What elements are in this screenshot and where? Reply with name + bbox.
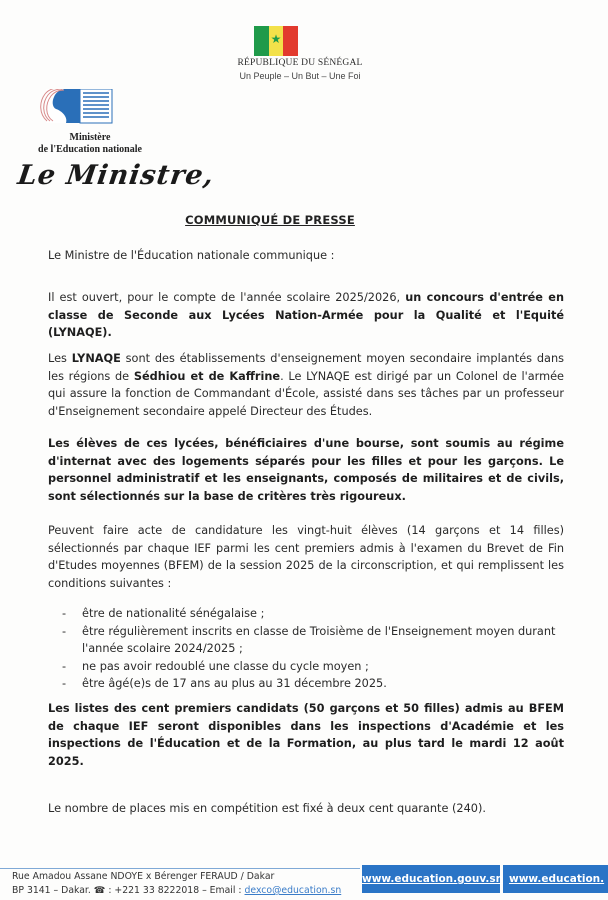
boarding-paragraph bbox=[48, 435, 564, 505]
lists-paragraph bbox=[48, 700, 564, 770]
boarding-text: Les élèves de ces lycées, bénéficiaires d'une bourse, sont soumis au régime d'internat avec des logements séparés pour les filles et pour les garçons. Le personnel administratif et les enseignants, composés de militaires et de civils, sont sélectionnés sur la base de critères très rigoureux. bbox=[48, 437, 564, 503]
conditions-list bbox=[62, 605, 562, 693]
footer-divider bbox=[0, 868, 360, 869]
email-link[interactable]: dexco@education.sn bbox=[244, 885, 342, 896]
flag-red-band bbox=[283, 26, 298, 56]
eligibility-paragraph: Peuvent faire acte de candidature les vingt-huit élèves (14 garçons et 14 filles) sélectionnés par chaque IEF parmi les cent premiers admis à l'examen du Brevet de Fin d'Etudes moyennes (BFEM) de la session 2025 de la circonscription, et qui remplissent les conditions suivantes : bbox=[48, 524, 564, 590]
signature-title: Le Ministre, bbox=[15, 160, 217, 191]
text-run: sont des établissements d'enseignement moyen secondaire implantés dans les régions de bbox=[48, 352, 564, 383]
announcement-text: Il est ouvert, pour le compte de l'année scolaire 2025/2026, bbox=[48, 291, 406, 304]
national-motto: Un Peuple – Un But – Une Foi bbox=[239, 71, 361, 81]
flag-green-band bbox=[254, 26, 269, 56]
address-line-2 bbox=[12, 884, 341, 898]
announcement-paragraph bbox=[48, 289, 564, 342]
lynaqe-bold: LYNAQE bbox=[71, 352, 121, 365]
ministry-line-1: Ministère bbox=[69, 132, 111, 143]
contact-text: BP 3141 – Dakar. ☎ : +221 33 8222018 – Email : bbox=[12, 885, 245, 896]
ministry-logo-icon bbox=[38, 89, 114, 125]
intro-paragraph: Le Ministre de l'Éducation nationale communique : bbox=[48, 249, 335, 262]
website-link-secondary[interactable]: www.education. bbox=[503, 865, 608, 893]
condition-item: - ne pas avoir redoublé une classe du cycle moyen ; bbox=[62, 658, 562, 676]
ministry-name bbox=[20, 132, 160, 156]
lists-text: Les listes des cent premiers candidats (50 garçons et 50 filles) admis au BFEM de chaque IEF seront disponibles dans les inspections d'Académie et les inspections de l'Éducation et de la Formation, au plus tard le mardi 12 août 2025. bbox=[48, 702, 564, 768]
text-run: Les bbox=[48, 352, 72, 365]
condition-item: - être âgé(e)s de 17 ans au plus au 31 décembre 2025. bbox=[62, 675, 562, 693]
text-run: . Le LYNAQE est dirigé par un Colonel de l'armée qui assure la fonction de Commandant d'École, assisté dans ses tâches par un professeur d'Enseignement secondaire appelé Directeur des Études. bbox=[48, 369, 565, 418]
lynaqe-description-paragraph bbox=[48, 350, 564, 420]
page-title: COMMUNIQUÉ DE PRESSE bbox=[185, 213, 355, 227]
regions-bold: Sédhiou et de Kaffrine bbox=[133, 369, 281, 383]
flag-yellow-band bbox=[269, 26, 284, 56]
ministry-line-2: de l'Education nationale bbox=[38, 144, 142, 155]
country-name: RÉPUBLIQUE DU SÉNÉGAL bbox=[237, 58, 363, 68]
condition-item: - être régulièrement inscrits en classe de Troisième de l'Enseignement moyen durant l'année scolaire 2024/2025 ; bbox=[62, 623, 562, 658]
website-link[interactable]: www.education.gouv.sn bbox=[362, 865, 500, 893]
senegal-flag-icon bbox=[254, 26, 298, 56]
star-icon: ★ bbox=[270, 32, 282, 46]
condition-item: - être de nationalité sénégalaise ; bbox=[62, 605, 562, 623]
footer-address bbox=[12, 870, 341, 898]
announcement-bold: un concours d'entrée en classe de Seconde aux Lycées Nation-Armée pour la Qualité et l'Equité (LYNAQE). bbox=[48, 291, 564, 339]
places-paragraph: Le nombre de places mis en compétition est fixé à deux cent quarante (240). bbox=[48, 802, 486, 815]
address-line-1: Rue Amadou Assane NDOYE x Bérenger FERAUD / Dakar bbox=[12, 871, 275, 882]
